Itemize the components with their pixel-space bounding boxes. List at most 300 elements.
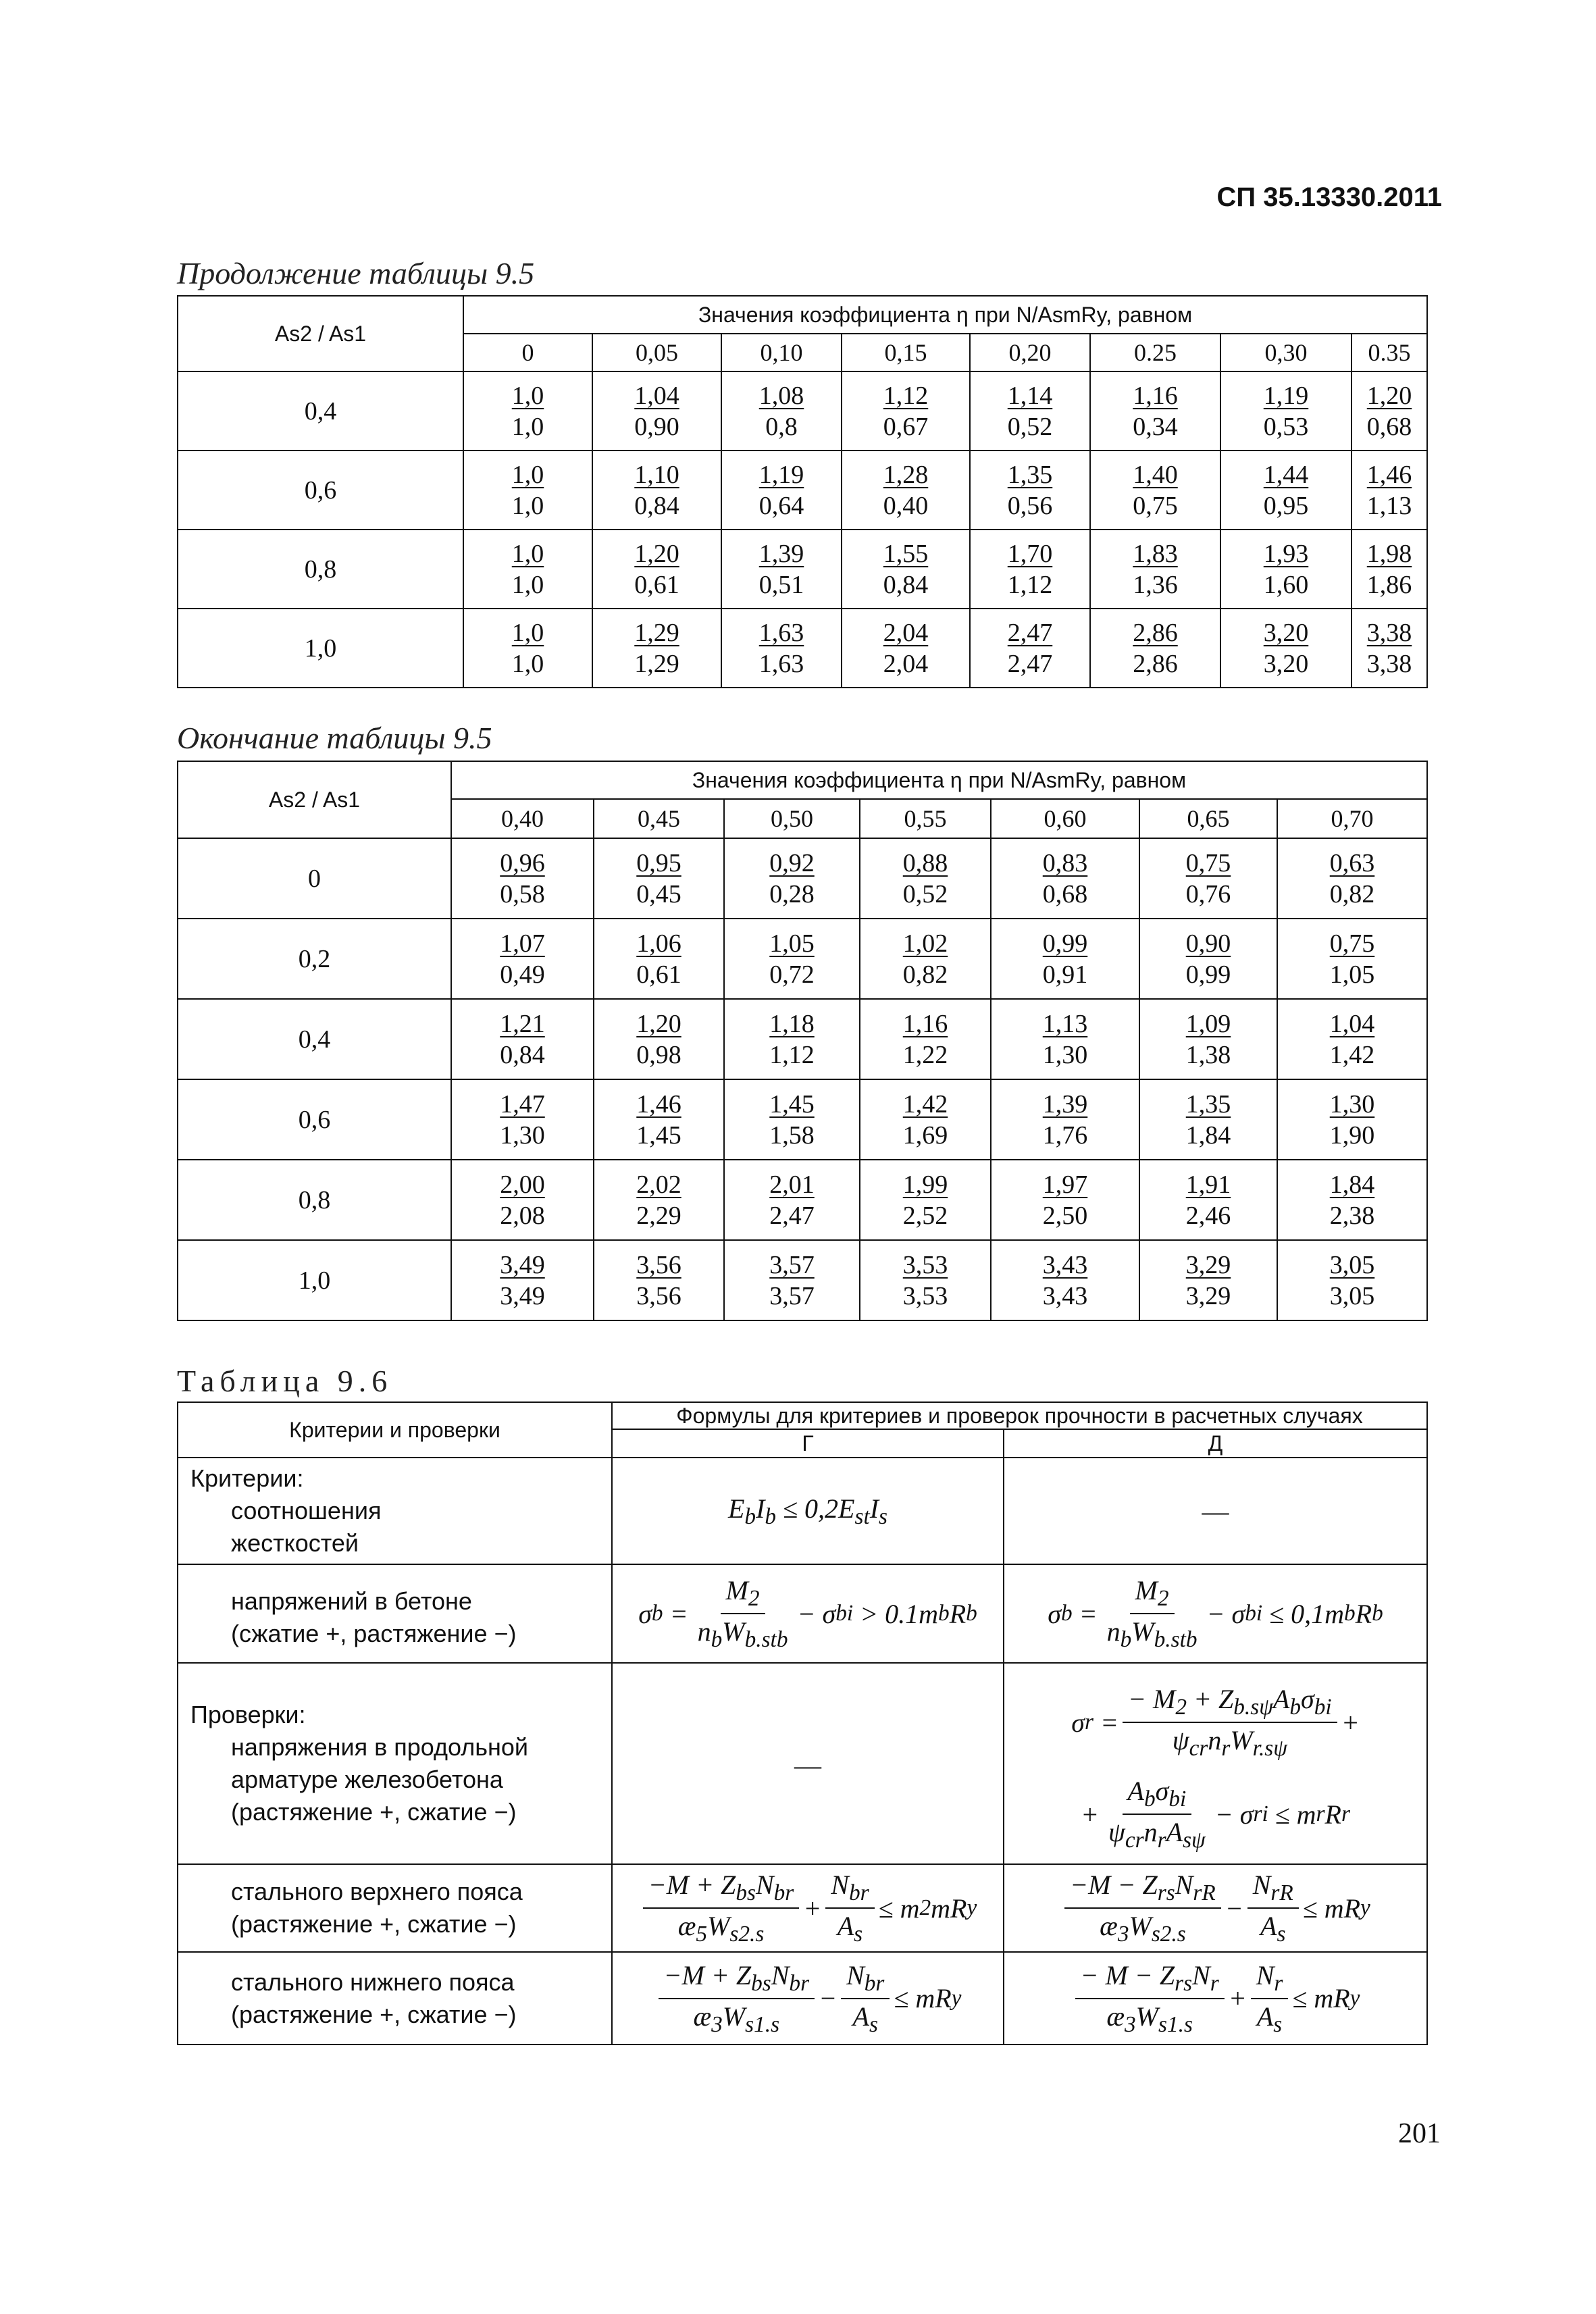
numerator-value: 0,63 xyxy=(1329,848,1375,877)
value-cell xyxy=(724,999,860,1079)
value-cell xyxy=(860,1079,991,1160)
rebar-label-1: напряжения в продольной xyxy=(231,1733,528,1761)
numerator-value: 3,20 xyxy=(1263,618,1309,647)
row-label: 1,0 xyxy=(178,609,463,688)
value-cell xyxy=(842,371,970,451)
numerator-value: 1,04 xyxy=(1329,1009,1375,1038)
denominator-value: 0,75 xyxy=(1133,491,1178,520)
numerator-value: 3,53 xyxy=(902,1250,948,1279)
numerator-value: 1,10 xyxy=(634,460,679,489)
checks-title: Проверки: xyxy=(190,1701,306,1728)
numerator-value: 1,20 xyxy=(1366,381,1412,410)
table-row xyxy=(178,999,1427,1079)
denominator-value: 3,05 xyxy=(1329,1281,1375,1310)
value-cell xyxy=(991,919,1139,999)
table-9-6 xyxy=(177,1402,1428,2045)
value-cell xyxy=(1277,1079,1427,1160)
denominator-value: 1,29 xyxy=(634,649,679,678)
numerator-value: 1,14 xyxy=(1007,381,1053,410)
value-cell xyxy=(1220,530,1352,609)
numerator-value: 3,57 xyxy=(769,1250,815,1279)
value-cell xyxy=(594,919,724,999)
denominator-value: 0,68 xyxy=(1366,412,1412,441)
numerator-value: 1,0 xyxy=(511,618,544,647)
denominator-value: 0,64 xyxy=(758,491,804,520)
value-cell xyxy=(724,919,860,999)
numerator-value: 0,75 xyxy=(1185,848,1231,877)
table-row xyxy=(178,451,1427,530)
row-header-cell: As2 / As1 xyxy=(178,296,463,371)
denominator-value: 1,12 xyxy=(769,1040,815,1069)
denominator-value: 1,0 xyxy=(511,412,544,441)
value-cell xyxy=(594,999,724,1079)
numerator-value: 1,04 xyxy=(634,381,679,410)
value-cell xyxy=(724,838,860,919)
lower-label-1: стального нижнего пояса xyxy=(231,1968,515,1996)
denominator-value: 0,67 xyxy=(883,412,929,441)
column-value: 0,40 xyxy=(451,799,594,838)
numerator-value: 1,07 xyxy=(500,929,545,958)
numerator-value: 1,16 xyxy=(902,1009,948,1038)
concrete-formula-g: σ b = $\frac{M_2}{n_bW_{b.stb}}$ − σ bi > 0.1m b R b xyxy=(612,1564,1004,1663)
criteria-title: Критерии: xyxy=(190,1464,304,1492)
table-row xyxy=(178,530,1427,609)
value-cell xyxy=(970,530,1090,609)
denominator-value: 1,69 xyxy=(902,1121,948,1150)
value-cell xyxy=(1139,1079,1277,1160)
numerator-value: 1,30 xyxy=(1329,1089,1375,1119)
denominator-value: 0,61 xyxy=(636,960,681,989)
numerator-value: 1,44 xyxy=(1263,460,1309,489)
row-label: 0,2 xyxy=(178,919,451,999)
value-cell xyxy=(594,1160,724,1240)
value-cell xyxy=(991,1079,1139,1160)
numerator-value: 2,04 xyxy=(883,618,929,647)
document-code: СП 35.13330.2011 xyxy=(1216,182,1442,212)
value-cell xyxy=(860,838,991,919)
value-cell xyxy=(1139,1160,1277,1240)
group-header-cell: Значения коэффициента η при N/AsmRy, равном xyxy=(451,761,1427,799)
numerator-value: 3,43 xyxy=(1042,1250,1088,1279)
row-label: 0,8 xyxy=(178,530,463,609)
numerator-value: 1,98 xyxy=(1366,539,1412,568)
value-cell xyxy=(970,609,1090,688)
value-cell xyxy=(451,919,594,999)
denominator-value: 2,86 xyxy=(1133,649,1178,678)
numerator-value: 1,55 xyxy=(883,539,929,568)
stiffness-label-2: жесткостей xyxy=(231,1529,359,1557)
denominator-value: 0,72 xyxy=(769,960,815,989)
denominator-value: 0,40 xyxy=(883,491,929,520)
rebar-formula-d: σ r = $\frac{- M_2 + Z_{b.s\psi}A_b\sigma_{bi}}{\psi_{cr}n_rW_{r.s\psi}}$ + + $\frac{A_b\sigma_{bi}}{\psi_{cr}n_rA_{s\psi}}$ − σ ri ≤ m r R r xyxy=(1004,1663,1427,1864)
denominator-value: 1,76 xyxy=(1042,1121,1088,1150)
rebar-label-3: (растяжение +, сжатие −) xyxy=(231,1798,517,1826)
value-cell xyxy=(724,1079,860,1160)
denominator-value: 1,63 xyxy=(758,649,804,678)
value-cell xyxy=(1352,530,1427,609)
numerator-value: 0,88 xyxy=(902,848,948,877)
column-value: 0,30 xyxy=(1220,334,1352,371)
value-cell xyxy=(1090,530,1220,609)
denominator-value: 0,82 xyxy=(902,960,948,989)
page-number: 201 xyxy=(1398,2118,1441,2149)
rebar-formula-g: — xyxy=(612,1663,1004,1864)
numerator-value: 1,63 xyxy=(758,618,804,647)
numerator-value: 3,56 xyxy=(636,1250,681,1279)
value-cell xyxy=(991,1240,1139,1320)
row-header-cell: As2 / As1 xyxy=(178,761,451,838)
value-cell xyxy=(860,1240,991,1320)
denominator-value: 2,50 xyxy=(1042,1201,1088,1230)
table-9-5-ending xyxy=(177,761,1428,1321)
denominator-value: 0,34 xyxy=(1133,412,1178,441)
numerator-value: 3,38 xyxy=(1366,618,1412,647)
numerator-value: 1,39 xyxy=(1042,1089,1088,1119)
lower-label-2: (растяжение +, сжатие −) xyxy=(231,2000,517,2028)
numerator-value: 1,35 xyxy=(1185,1089,1231,1119)
value-cell xyxy=(724,1160,860,1240)
numerator-value: 1,46 xyxy=(1366,460,1412,489)
column-value: 0,05 xyxy=(592,334,721,371)
denominator-value: 3,20 xyxy=(1263,649,1309,678)
numerator-value: 1,21 xyxy=(500,1009,545,1038)
table-row xyxy=(178,1240,1427,1320)
numerator-value: 1,39 xyxy=(758,539,804,568)
column-value: 0,10 xyxy=(721,334,842,371)
denominator-value: 1,0 xyxy=(511,570,544,599)
value-cell xyxy=(594,838,724,919)
denominator-value: 0,68 xyxy=(1042,879,1088,908)
numerator-value: 1,70 xyxy=(1007,539,1053,568)
value-cell xyxy=(721,451,842,530)
denominator-value: 0,84 xyxy=(500,1040,545,1069)
denominator-value: 2,38 xyxy=(1329,1201,1375,1230)
denominator-value: 1,05 xyxy=(1329,960,1375,989)
numerator-value: 0,92 xyxy=(769,848,815,877)
value-cell xyxy=(1139,1240,1277,1320)
value-cell xyxy=(592,451,721,530)
value-cell xyxy=(451,838,594,919)
denominator-value: 2,04 xyxy=(883,649,929,678)
value-cell xyxy=(451,1160,594,1240)
value-cell xyxy=(451,1079,594,1160)
numerator-value: 1,19 xyxy=(758,460,804,489)
row-label: 0,6 xyxy=(178,1079,451,1160)
denominator-value: 2,52 xyxy=(902,1201,948,1230)
concrete-formula-d: σ b = $\frac{M_2}{n_bW_{b.stb}}$ − σ bi ≤ 0,1m b R b xyxy=(1004,1564,1427,1663)
value-cell xyxy=(842,609,970,688)
numerator-value: 1,05 xyxy=(769,929,815,958)
value-cell xyxy=(721,371,842,451)
value-cell xyxy=(463,371,592,451)
denominator-value: 1,30 xyxy=(1042,1040,1088,1069)
value-cell xyxy=(991,999,1139,1079)
numerator-value: 1,20 xyxy=(636,1009,681,1038)
case-d-header: Д xyxy=(1004,1429,1427,1458)
concrete-label-1: напряжений в бетоне xyxy=(231,1587,472,1615)
numerator-value: 1,99 xyxy=(902,1170,948,1199)
numerator-value: 1,02 xyxy=(902,929,948,958)
value-cell xyxy=(1220,609,1352,688)
column-value: 0,50 xyxy=(724,799,860,838)
table-row xyxy=(178,371,1427,451)
denominator-value: 2,08 xyxy=(500,1201,545,1230)
denominator-value: 0,49 xyxy=(500,960,545,989)
denominator-value: 0,8 xyxy=(765,412,798,441)
table-9-5-continuation xyxy=(177,295,1428,688)
value-cell xyxy=(860,919,991,999)
group-header-cell: Значения коэффициента η при N/AsmRy, равном xyxy=(463,296,1427,334)
value-cell xyxy=(721,530,842,609)
denominator-value: 2,46 xyxy=(1185,1201,1231,1230)
value-cell xyxy=(1277,999,1427,1079)
numerator-value: 1,42 xyxy=(902,1089,948,1119)
numerator-value: 1,84 xyxy=(1329,1170,1375,1199)
numerator-value: 1,93 xyxy=(1263,539,1309,568)
denominator-value: 3,38 xyxy=(1366,649,1412,678)
denominator-value: 0,52 xyxy=(902,879,948,908)
value-cell xyxy=(991,838,1139,919)
numerator-value: 0,83 xyxy=(1042,848,1088,877)
rebar-check-row xyxy=(178,1663,1427,1864)
value-cell xyxy=(842,451,970,530)
numerator-value: 1,83 xyxy=(1133,539,1178,568)
numerator-value: 3,49 xyxy=(500,1250,545,1279)
numerator-value: 3,29 xyxy=(1185,1250,1231,1279)
denominator-value: 0,45 xyxy=(636,879,681,908)
denominator-value: 0,53 xyxy=(1263,412,1309,441)
column-value: 0,55 xyxy=(860,799,991,838)
numerator-value: 1,09 xyxy=(1185,1009,1231,1038)
denominator-value: 0,28 xyxy=(769,879,815,908)
numerator-value: 1,08 xyxy=(758,381,804,410)
numerator-value: 1,97 xyxy=(1042,1170,1088,1199)
numerator-value: 1,35 xyxy=(1007,460,1053,489)
numerator-value: 1,0 xyxy=(511,539,544,568)
denominator-value: 0,61 xyxy=(634,570,679,599)
value-cell xyxy=(1090,609,1220,688)
concrete-label-2: (сжатие +, растяжение −) xyxy=(231,1620,517,1647)
criteria-header: Критерии и проверки xyxy=(178,1402,612,1458)
value-cell xyxy=(970,451,1090,530)
numerator-value: 1,47 xyxy=(500,1089,545,1119)
upper-label-2: (растяжение +, сжатие −) xyxy=(231,1910,517,1938)
stiffness-row xyxy=(178,1458,1427,1564)
value-cell xyxy=(592,530,721,609)
value-cell xyxy=(1277,838,1427,919)
value-cell xyxy=(1139,999,1277,1079)
column-value: 0,65 xyxy=(1139,799,1277,838)
stiffness-formula-d: — xyxy=(1004,1458,1427,1564)
upper-label-1: стального верхнего пояса xyxy=(231,1878,523,1905)
value-cell xyxy=(1139,919,1277,999)
value-cell xyxy=(970,371,1090,451)
column-value: 0.25 xyxy=(1090,334,1220,371)
denominator-value: 1,45 xyxy=(636,1121,681,1150)
stiffness-label-1: соотношения xyxy=(231,1497,382,1524)
numerator-value: 1,20 xyxy=(634,539,679,568)
value-cell xyxy=(860,999,991,1079)
value-cell xyxy=(463,451,592,530)
denominator-value: 1,22 xyxy=(902,1040,948,1069)
denominator-value: 1,0 xyxy=(511,649,544,678)
denominator-value: 3,29 xyxy=(1185,1281,1231,1310)
denominator-value: 1,13 xyxy=(1366,491,1412,520)
denominator-value: 3,57 xyxy=(769,1281,815,1310)
rebar-label-2: арматуре железобетона xyxy=(231,1766,503,1793)
upper-formula-d: $\frac{-M - Z_{rs}N_{rR}}{æ_3W_{s2.s}}$ − $\frac{N_{rR}}{A_s}$ ≤ mR y xyxy=(1004,1864,1427,1952)
denominator-value: 1,38 xyxy=(1185,1040,1231,1069)
value-cell xyxy=(594,1079,724,1160)
numerator-value: 1,12 xyxy=(883,381,929,410)
value-cell xyxy=(451,999,594,1079)
formulas-header: Формулы для критериев и проверок прочности в расчетных случаях xyxy=(612,1402,1427,1429)
column-value: 0,45 xyxy=(594,799,724,838)
numerator-value: 1,91 xyxy=(1185,1170,1231,1199)
numerator-value: 1,45 xyxy=(769,1089,815,1119)
value-cell xyxy=(1277,1160,1427,1240)
denominator-value: 0,51 xyxy=(758,570,804,599)
denominator-value: 0,95 xyxy=(1263,491,1309,520)
denominator-value: 0,56 xyxy=(1007,491,1053,520)
numerator-value: 2,00 xyxy=(500,1170,545,1199)
row-label: 0,8 xyxy=(178,1160,451,1240)
value-cell xyxy=(451,1240,594,1320)
value-cell xyxy=(592,371,721,451)
row-label: 0,4 xyxy=(178,371,463,451)
denominator-value: 2,47 xyxy=(769,1201,815,1230)
value-cell xyxy=(1352,451,1427,530)
denominator-value: 0,99 xyxy=(1185,960,1231,989)
denominator-value: 1,84 xyxy=(1185,1121,1231,1150)
numerator-value: 1,0 xyxy=(511,381,544,410)
denominator-value: 1,58 xyxy=(769,1121,815,1150)
value-cell xyxy=(592,609,721,688)
row-label: 0 xyxy=(178,838,451,919)
denominator-value: 1,90 xyxy=(1329,1121,1375,1150)
numerator-value: 0,95 xyxy=(636,848,681,877)
column-value: 0,60 xyxy=(991,799,1139,838)
denominator-value: 1,0 xyxy=(511,491,544,520)
upper-formula-g: $\frac{-M + Z_{bs}N_{br}}{æ_5W_{s2.s}}$ + $\frac{N_{br}}{A_s}$ ≤ m 2 mR y xyxy=(612,1864,1004,1952)
numerator-value: 1,46 xyxy=(636,1089,681,1119)
value-cell xyxy=(991,1160,1139,1240)
value-cell xyxy=(1352,371,1427,451)
column-value: 0,15 xyxy=(842,334,970,371)
numerator-value: 0,96 xyxy=(500,848,545,877)
column-value: 0,70 xyxy=(1277,799,1427,838)
numerator-value: 0,75 xyxy=(1329,929,1375,958)
value-cell xyxy=(1090,451,1220,530)
denominator-value: 0,76 xyxy=(1185,879,1231,908)
numerator-value: 2,86 xyxy=(1133,618,1178,647)
denominator-value: 0,91 xyxy=(1042,960,1088,989)
row-label: 1,0 xyxy=(178,1240,451,1320)
case-g-header: Г xyxy=(612,1429,1004,1458)
denominator-value: 0,82 xyxy=(1329,879,1375,908)
denominator-value: 0,84 xyxy=(634,491,679,520)
denominator-value: 1,36 xyxy=(1133,570,1178,599)
denominator-value: 0,52 xyxy=(1007,412,1053,441)
row-label: 0,4 xyxy=(178,999,451,1079)
value-cell xyxy=(1277,919,1427,999)
denominator-value: 0,58 xyxy=(500,879,545,908)
table-row xyxy=(178,838,1427,919)
value-cell xyxy=(1277,1240,1427,1320)
value-cell xyxy=(1220,451,1352,530)
upper-chord-row xyxy=(178,1864,1427,1952)
denominator-value: 2,29 xyxy=(636,1201,681,1230)
numerator-value: 1,18 xyxy=(769,1009,815,1038)
table1-caption: Продолжение таблицы 9.5 xyxy=(177,256,535,290)
value-cell xyxy=(594,1240,724,1320)
column-value: 0.35 xyxy=(1352,334,1427,371)
table-row xyxy=(178,1160,1427,1240)
value-cell xyxy=(463,530,592,609)
table3-caption: Таблица 9.6 xyxy=(177,1364,393,1398)
value-cell xyxy=(463,609,592,688)
numerator-value: 0,90 xyxy=(1185,929,1231,958)
numerator-value: 1,19 xyxy=(1263,381,1309,410)
table2-caption: Окончание таблицы 9.5 xyxy=(177,721,492,755)
table-row xyxy=(178,609,1427,688)
value-cell xyxy=(1220,371,1352,451)
denominator-value: 0,84 xyxy=(883,570,929,599)
numerator-value: 2,02 xyxy=(636,1170,681,1199)
denominator-value: 0,98 xyxy=(636,1040,681,1069)
value-cell xyxy=(1352,609,1427,688)
denominator-value: 3,49 xyxy=(500,1281,545,1310)
numerator-value: 1,16 xyxy=(1133,381,1178,410)
numerator-value: 1,0 xyxy=(511,460,544,489)
numerator-value: 1,29 xyxy=(634,618,679,647)
value-cell xyxy=(842,530,970,609)
concrete-stress-row xyxy=(178,1564,1427,1663)
numerator-value: 2,47 xyxy=(1007,618,1053,647)
denominator-value: 3,53 xyxy=(902,1281,948,1310)
denominator-value: 1,42 xyxy=(1329,1040,1375,1069)
denominator-value: 1,12 xyxy=(1007,570,1053,599)
column-value: 0,20 xyxy=(970,334,1090,371)
lower-formula-g: $\frac{-M + Z_{bs}N_{br}}{æ_3W_{s1.s}}$ − $\frac{N_{br}}{A_s}$ ≤ mR y xyxy=(612,1952,1004,2045)
numerator-value: 1,28 xyxy=(883,460,929,489)
denominator-value: 3,43 xyxy=(1042,1281,1088,1310)
denominator-value: 1,86 xyxy=(1366,570,1412,599)
value-cell xyxy=(860,1160,991,1240)
numerator-value: 1,06 xyxy=(636,929,681,958)
column-value: 0 xyxy=(463,334,592,371)
numerator-value: 1,13 xyxy=(1042,1009,1088,1038)
numerator-value: 1,40 xyxy=(1133,460,1178,489)
numerator-value: 2,01 xyxy=(769,1170,815,1199)
table-row xyxy=(178,919,1427,999)
denominator-value: 2,47 xyxy=(1007,649,1053,678)
lower-formula-d: $\frac{- M - Z_{rs}N_r}{æ_3W_{s1.s}}$ + $\frac{N_r}{A_s}$ ≤ mR y xyxy=(1004,1952,1427,2045)
denominator-value: 3,56 xyxy=(636,1281,681,1310)
row-label: 0,6 xyxy=(178,451,463,530)
denominator-value: 1,30 xyxy=(500,1121,545,1150)
value-cell xyxy=(1090,371,1220,451)
value-cell xyxy=(721,609,842,688)
numerator-value: 3,05 xyxy=(1329,1250,1375,1279)
stiffness-formula-g: $E_bI_b \le 0,2E_{st}I_s$ xyxy=(612,1458,1004,1564)
denominator-value: 0,90 xyxy=(634,412,679,441)
lower-chord-row xyxy=(178,1952,1427,2045)
value-cell xyxy=(724,1240,860,1320)
numerator-value: 0,99 xyxy=(1042,929,1088,958)
table-row xyxy=(178,1079,1427,1160)
denominator-value: 1,60 xyxy=(1263,570,1309,599)
